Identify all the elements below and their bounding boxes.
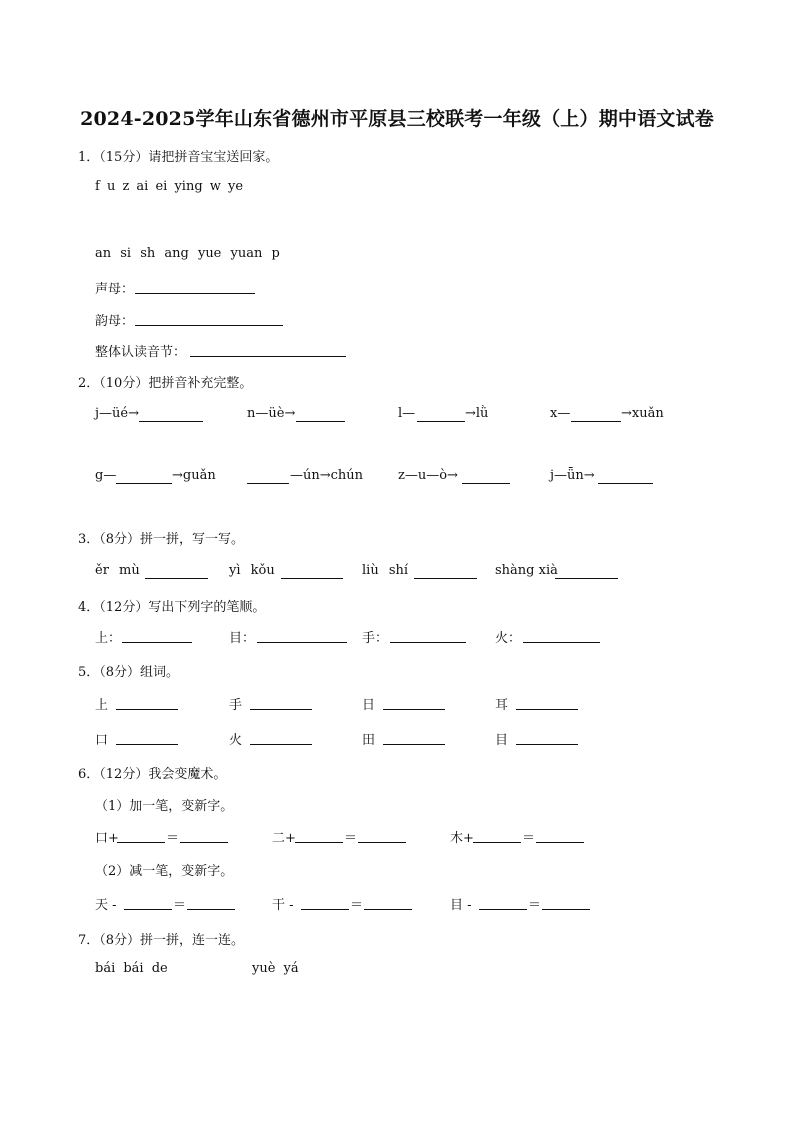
q4-char-3: 手： <box>362 631 389 646</box>
q6-sub-1: （1）加一笔，变新字。 <box>95 799 234 814</box>
q5-char-7: 田 <box>362 733 376 748</box>
q5-char-2: 手 <box>229 698 243 713</box>
q2-blank-5[interactable] <box>116 482 172 484</box>
q5-blank-2[interactable] <box>250 708 312 710</box>
q4-char-2: 目： <box>229 631 256 646</box>
q2-item-3-result: →lǜ <box>465 406 489 421</box>
q6-add-blank-2a[interactable] <box>295 841 343 843</box>
q4-blank-2[interactable] <box>257 641 347 643</box>
q3-pinyin-3: liù shí <box>362 563 409 578</box>
question-5-heading: 5．（8分）组词。 <box>78 665 180 680</box>
q5-char-5: 口 <box>95 733 109 748</box>
q5-char-4: 耳 <box>495 698 509 713</box>
q3-blank-1[interactable] <box>145 577 208 579</box>
q2-item-7: z—u—ò→ <box>398 468 458 483</box>
question-4-heading: 4．（12分）写出下列字的笔顺。 <box>78 600 266 615</box>
q6-sub-blank-2a[interactable] <box>301 908 349 910</box>
q3-blank-2[interactable] <box>281 577 343 579</box>
q1-syllables-blank[interactable] <box>190 355 346 357</box>
q3-blank-3[interactable] <box>414 577 477 579</box>
q1-initials-blank[interactable] <box>135 292 255 294</box>
q1-pinyin-row-1: f u z ai ei ying w ye <box>95 179 244 194</box>
q2-item-3: l— <box>398 406 416 421</box>
q6-sub-blank-3b[interactable] <box>542 908 590 910</box>
question-1-heading: 1．（15分）请把拼音宝宝送回家。 <box>78 150 279 165</box>
q6-sub-blank-1a[interactable] <box>124 908 172 910</box>
page-title: 2024-2025学年山东省德州市平原县三校联考一年级（上）期中语文试卷 <box>80 108 714 130</box>
q6-sub-blank-3a[interactable] <box>479 908 527 910</box>
q5-blank-3[interactable] <box>383 708 445 710</box>
q2-item-4: x— <box>550 406 571 421</box>
q3-blank-4[interactable] <box>555 577 618 579</box>
q2-blank-4[interactable] <box>571 420 621 422</box>
q2-blank-7[interactable] <box>462 482 510 484</box>
q5-blank-4[interactable] <box>516 708 578 710</box>
q6-sub-item-2: 干 - <box>272 898 294 913</box>
q5-blank-5[interactable] <box>116 743 178 745</box>
q5-char-3: 日 <box>362 698 376 713</box>
q6-add-2: 二+ <box>272 831 296 846</box>
q2-blank-3[interactable] <box>417 420 465 422</box>
q6-equals: ＝ <box>166 831 180 846</box>
q3-pinyin-1: ěr mù <box>95 563 140 578</box>
q6-equals: ＝ <box>344 831 358 846</box>
q6-equals: ＝ <box>528 898 542 913</box>
q6-equals: ＝ <box>173 898 187 913</box>
q2-blank-8[interactable] <box>598 482 653 484</box>
q2-item-5: g— <box>95 468 117 483</box>
q1-finals-label: 韵母： <box>95 314 135 329</box>
q3-pinyin-2: yì kǒu <box>229 563 275 578</box>
q5-blank-6[interactable] <box>250 743 312 745</box>
q6-equals: ＝ <box>522 831 536 846</box>
q3-pinyin-4: shàng xià <box>495 563 558 578</box>
q2-blank-6[interactable] <box>247 482 289 484</box>
q2-blank-2[interactable] <box>296 420 345 422</box>
question-3-heading: 3．（8分）拼一拼，写一写。 <box>78 532 245 547</box>
q2-blank-1[interactable] <box>139 420 203 422</box>
q6-add-1: 口+ <box>95 831 119 846</box>
q4-blank-3[interactable] <box>390 641 466 643</box>
q2-item-8: j—ǖn→ <box>550 468 595 483</box>
q1-initials-label: 声母： <box>95 282 135 297</box>
q7-pinyin-1: bái bái de <box>95 961 168 976</box>
question-7-heading: 7．（8分）拼一拼，连一连。 <box>78 933 245 948</box>
q6-add-blank-2b[interactable] <box>358 841 406 843</box>
q4-char-1: 上： <box>95 631 122 646</box>
q6-sub-blank-2b[interactable] <box>364 908 412 910</box>
q6-add-3: 木+ <box>450 831 474 846</box>
q7-pinyin-2: yuè yá <box>252 961 299 976</box>
q6-sub-item-1: 天 - <box>95 898 117 913</box>
q6-sub-2: （2）减一笔，变新字。 <box>95 864 234 879</box>
q6-add-blank-1b[interactable] <box>180 841 228 843</box>
q5-char-8: 目 <box>495 733 509 748</box>
q6-add-blank-3b[interactable] <box>536 841 584 843</box>
q6-equals: ＝ <box>350 898 364 913</box>
q2-item-2: n—üè→ <box>247 406 296 421</box>
q1-pinyin-row-2: an si sh ang yue yuan p <box>95 246 280 261</box>
question-6-heading: 6．（12分）我会变魔术。 <box>78 767 227 782</box>
q2-item-4-result: →xuǎn <box>621 406 664 421</box>
q4-char-4: 火： <box>495 631 522 646</box>
q2-item-6: —ún→chún <box>290 468 364 483</box>
q5-char-6: 火 <box>229 733 243 748</box>
q5-char-1: 上 <box>95 698 109 713</box>
q4-blank-1[interactable] <box>122 641 192 643</box>
q1-finals-blank[interactable] <box>135 324 283 326</box>
q6-add-blank-1a[interactable] <box>117 841 165 843</box>
q5-blank-8[interactable] <box>516 743 578 745</box>
q5-blank-1[interactable] <box>116 708 178 710</box>
q2-item-1: j—üé→ <box>95 406 139 421</box>
question-2-heading: 2．（10分）把拼音补充完整。 <box>78 376 253 391</box>
q6-sub-item-3: 目 - <box>450 898 472 913</box>
q5-blank-7[interactable] <box>383 743 445 745</box>
q1-syllables-label: 整体认读音节： <box>95 345 187 360</box>
q2-item-5-result: →guǎn <box>172 468 216 483</box>
q4-blank-4[interactable] <box>523 641 600 643</box>
q6-sub-blank-1b[interactable] <box>187 908 235 910</box>
q6-add-blank-3a[interactable] <box>473 841 521 843</box>
